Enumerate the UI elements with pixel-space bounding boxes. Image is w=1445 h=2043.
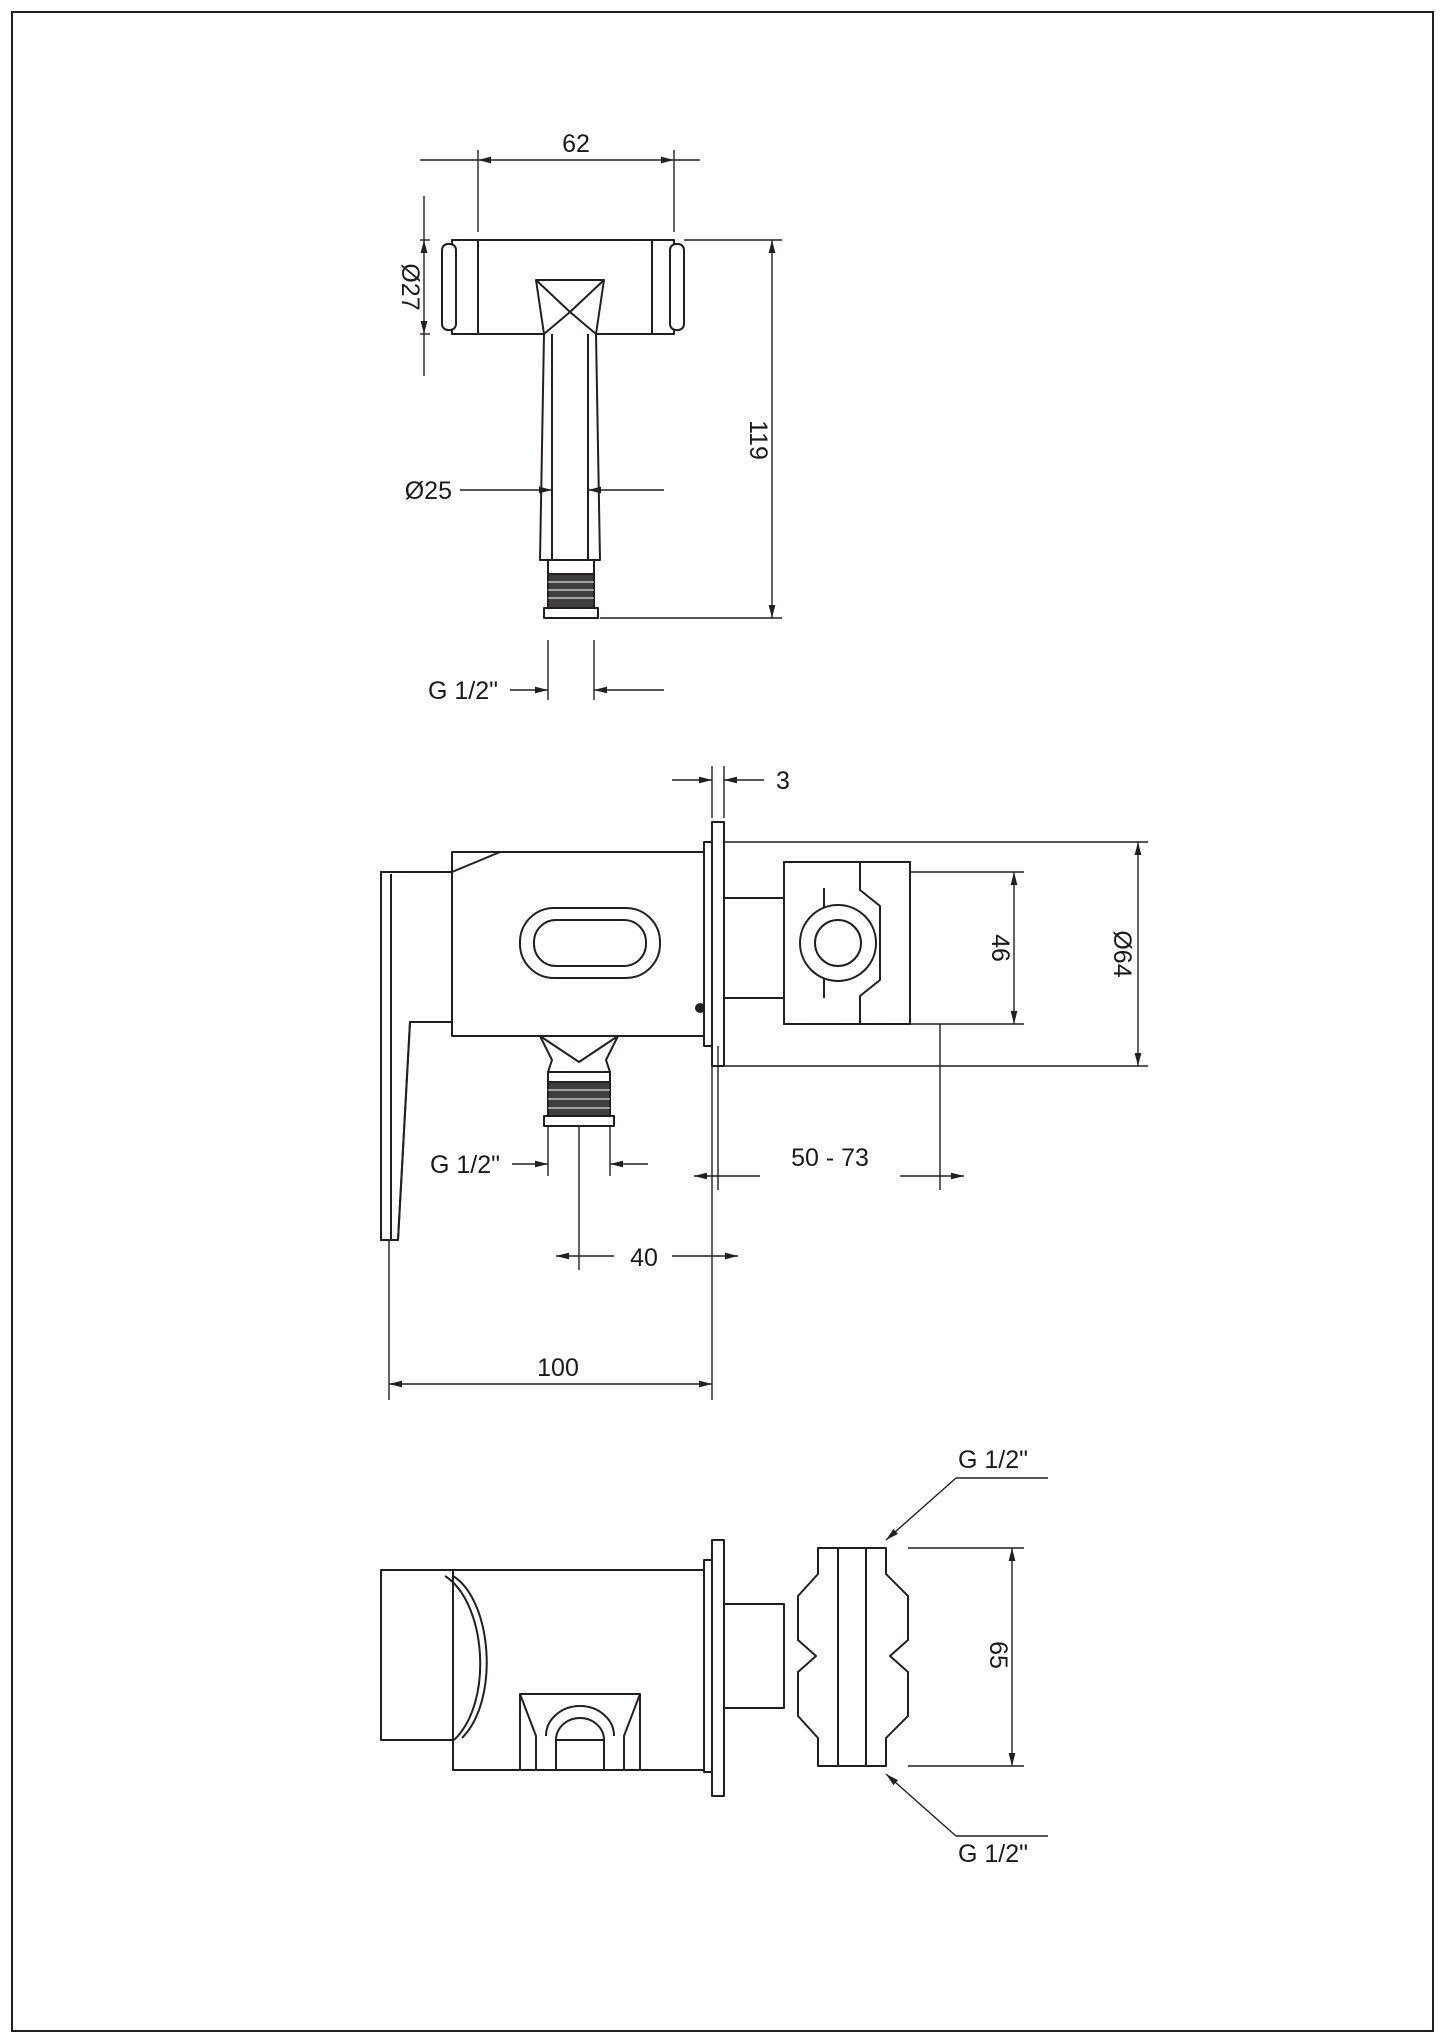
dim-label-40: 40 [630, 1244, 658, 1272]
dim-label-50-73: 50 - 73 [791, 1144, 869, 1172]
handset-geometry [442, 240, 684, 618]
dim-label-3: 3 [776, 767, 790, 795]
dim-label-g12-mixer: G 1/2" [429, 1151, 500, 1179]
dim-label-62: 62 [562, 130, 590, 158]
dim-label-g12-top: G 1/2" [958, 1446, 1029, 1474]
dim-label-46: 46 [986, 934, 1014, 962]
dim-3 [672, 766, 764, 818]
leader-g12-bottom [886, 1774, 1048, 1836]
dim-g12-handset [510, 640, 664, 700]
mixer-front-geometry [381, 1540, 908, 1796]
dim-label-100: 100 [537, 1354, 579, 1382]
dim-label-119: 119 [744, 420, 772, 460]
dim-label-d27: Ø27 [396, 263, 424, 311]
dim-label-g12-bottom: G 1/2" [958, 1840, 1029, 1868]
dim-62 [420, 150, 700, 232]
dim-label-d25: Ø25 [404, 477, 452, 505]
dim-label-g12-handset: G 1/2" [427, 677, 498, 705]
dim-label-65: 65 [984, 1641, 1012, 1669]
leader-g12-top [886, 1478, 1048, 1540]
dim-g12-mixer [512, 1126, 648, 1176]
dim-label-d64: Ø64 [1108, 930, 1136, 978]
